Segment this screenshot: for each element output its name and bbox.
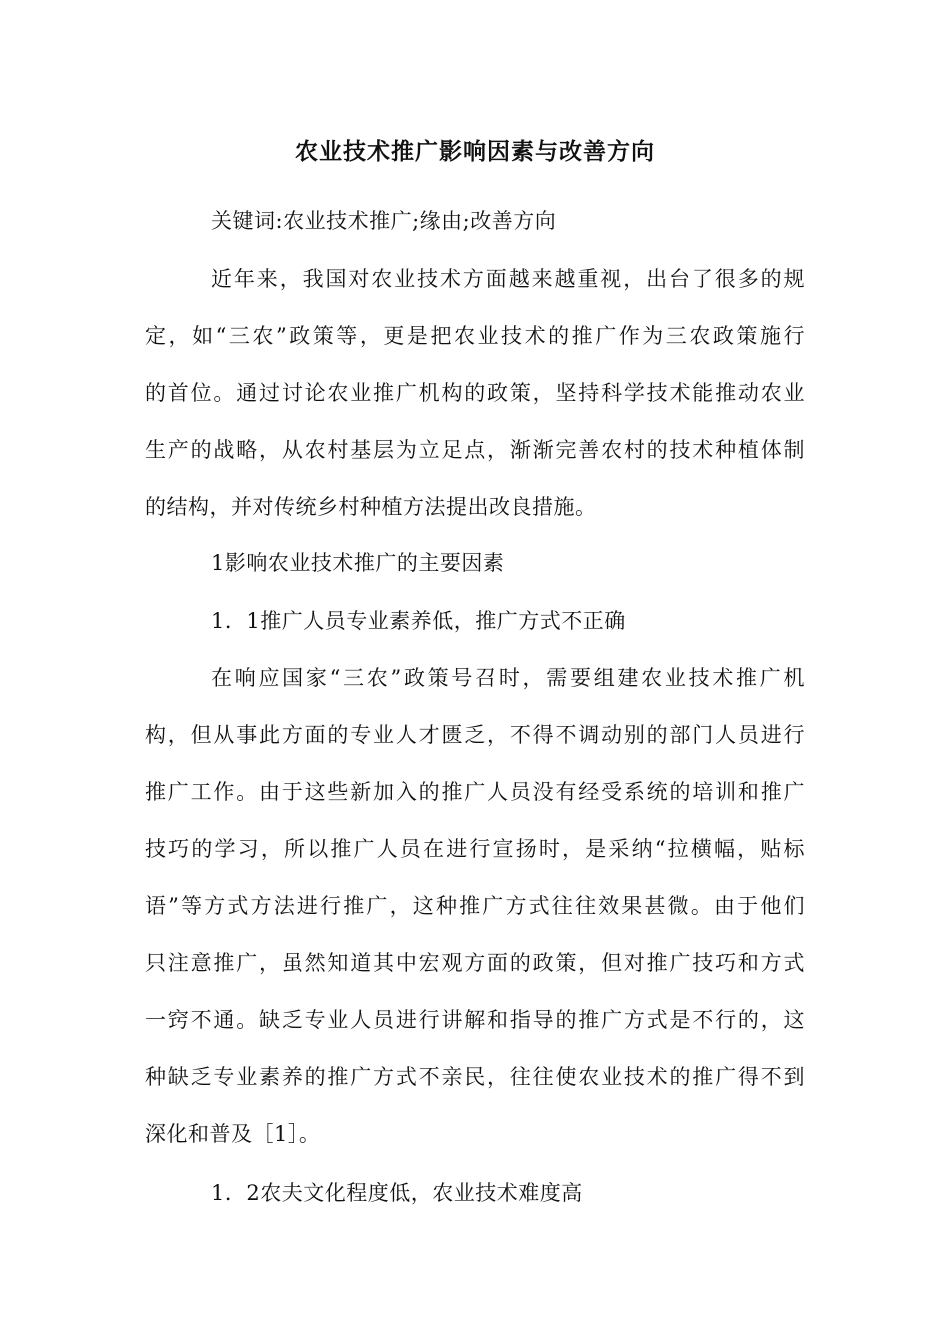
- paragraph-line: 深化和普及［1］。: [145, 1122, 321, 1146]
- subsection-heading: 1．1推广人员专业素养低，推广方式不正确: [211, 609, 626, 633]
- paragraph-line: 的首位。通过讨论农业推广机构的政策，坚持科学技术能推动农业: [145, 381, 805, 405]
- paragraph-line: 一窍不通。缺乏专业人员进行讲解和指导的推广方式是不行的，这: [145, 1008, 805, 1032]
- paragraph-line: 只注意推广，虽然知道其中宏观方面的政策，但对推广技巧和方式: [145, 951, 805, 975]
- document-title: 农业技术推广影响因素与改善方向: [295, 138, 655, 165]
- subsection-heading: 1．2农夫文化程度低，农业技术难度高: [211, 1181, 583, 1205]
- keywords-line: 关键词:农业技术推广;缘由;改善方向: [211, 209, 557, 233]
- section-heading: 1影响农业技术推广的主要因素: [211, 551, 505, 575]
- paragraph-line: 技巧的学习，所以推广人员在进行宣扬时，是采纳“拉横幅，贴标: [145, 837, 805, 861]
- paragraph-line: 种缺乏专业素养的推广方式不亲民，往往使农业技术的推广得不到: [145, 1065, 805, 1089]
- paragraph-line: 生产的战略，从农村基层为立足点，渐渐完善农村的技术种植体制: [145, 438, 805, 462]
- paragraph-line: 定，如“三农”政策等，更是把农业技术的推广作为三农政策施行: [145, 324, 805, 348]
- paragraph-line: 语”等方式方法进行推广，这种推广方式往往效果甚微。由于他们: [145, 894, 805, 918]
- paragraph-line: 的结构，并对传统乡村种植方法提出改良措施。: [145, 495, 597, 519]
- paragraph-line: 在响应国家“三农”政策号召时，需要组建农业技术推广机: [211, 666, 805, 690]
- paragraph-line: 推广工作。由于这些新加入的推广人员没有经受系统的培训和推广: [145, 780, 805, 804]
- paragraph-line: 构，但从事此方面的专业人才匮乏，不得不调动别的部门人员进行: [145, 723, 805, 747]
- paragraph-line: 近年来，我国对农业技术方面越来越重视，出台了很多的规: [211, 267, 805, 291]
